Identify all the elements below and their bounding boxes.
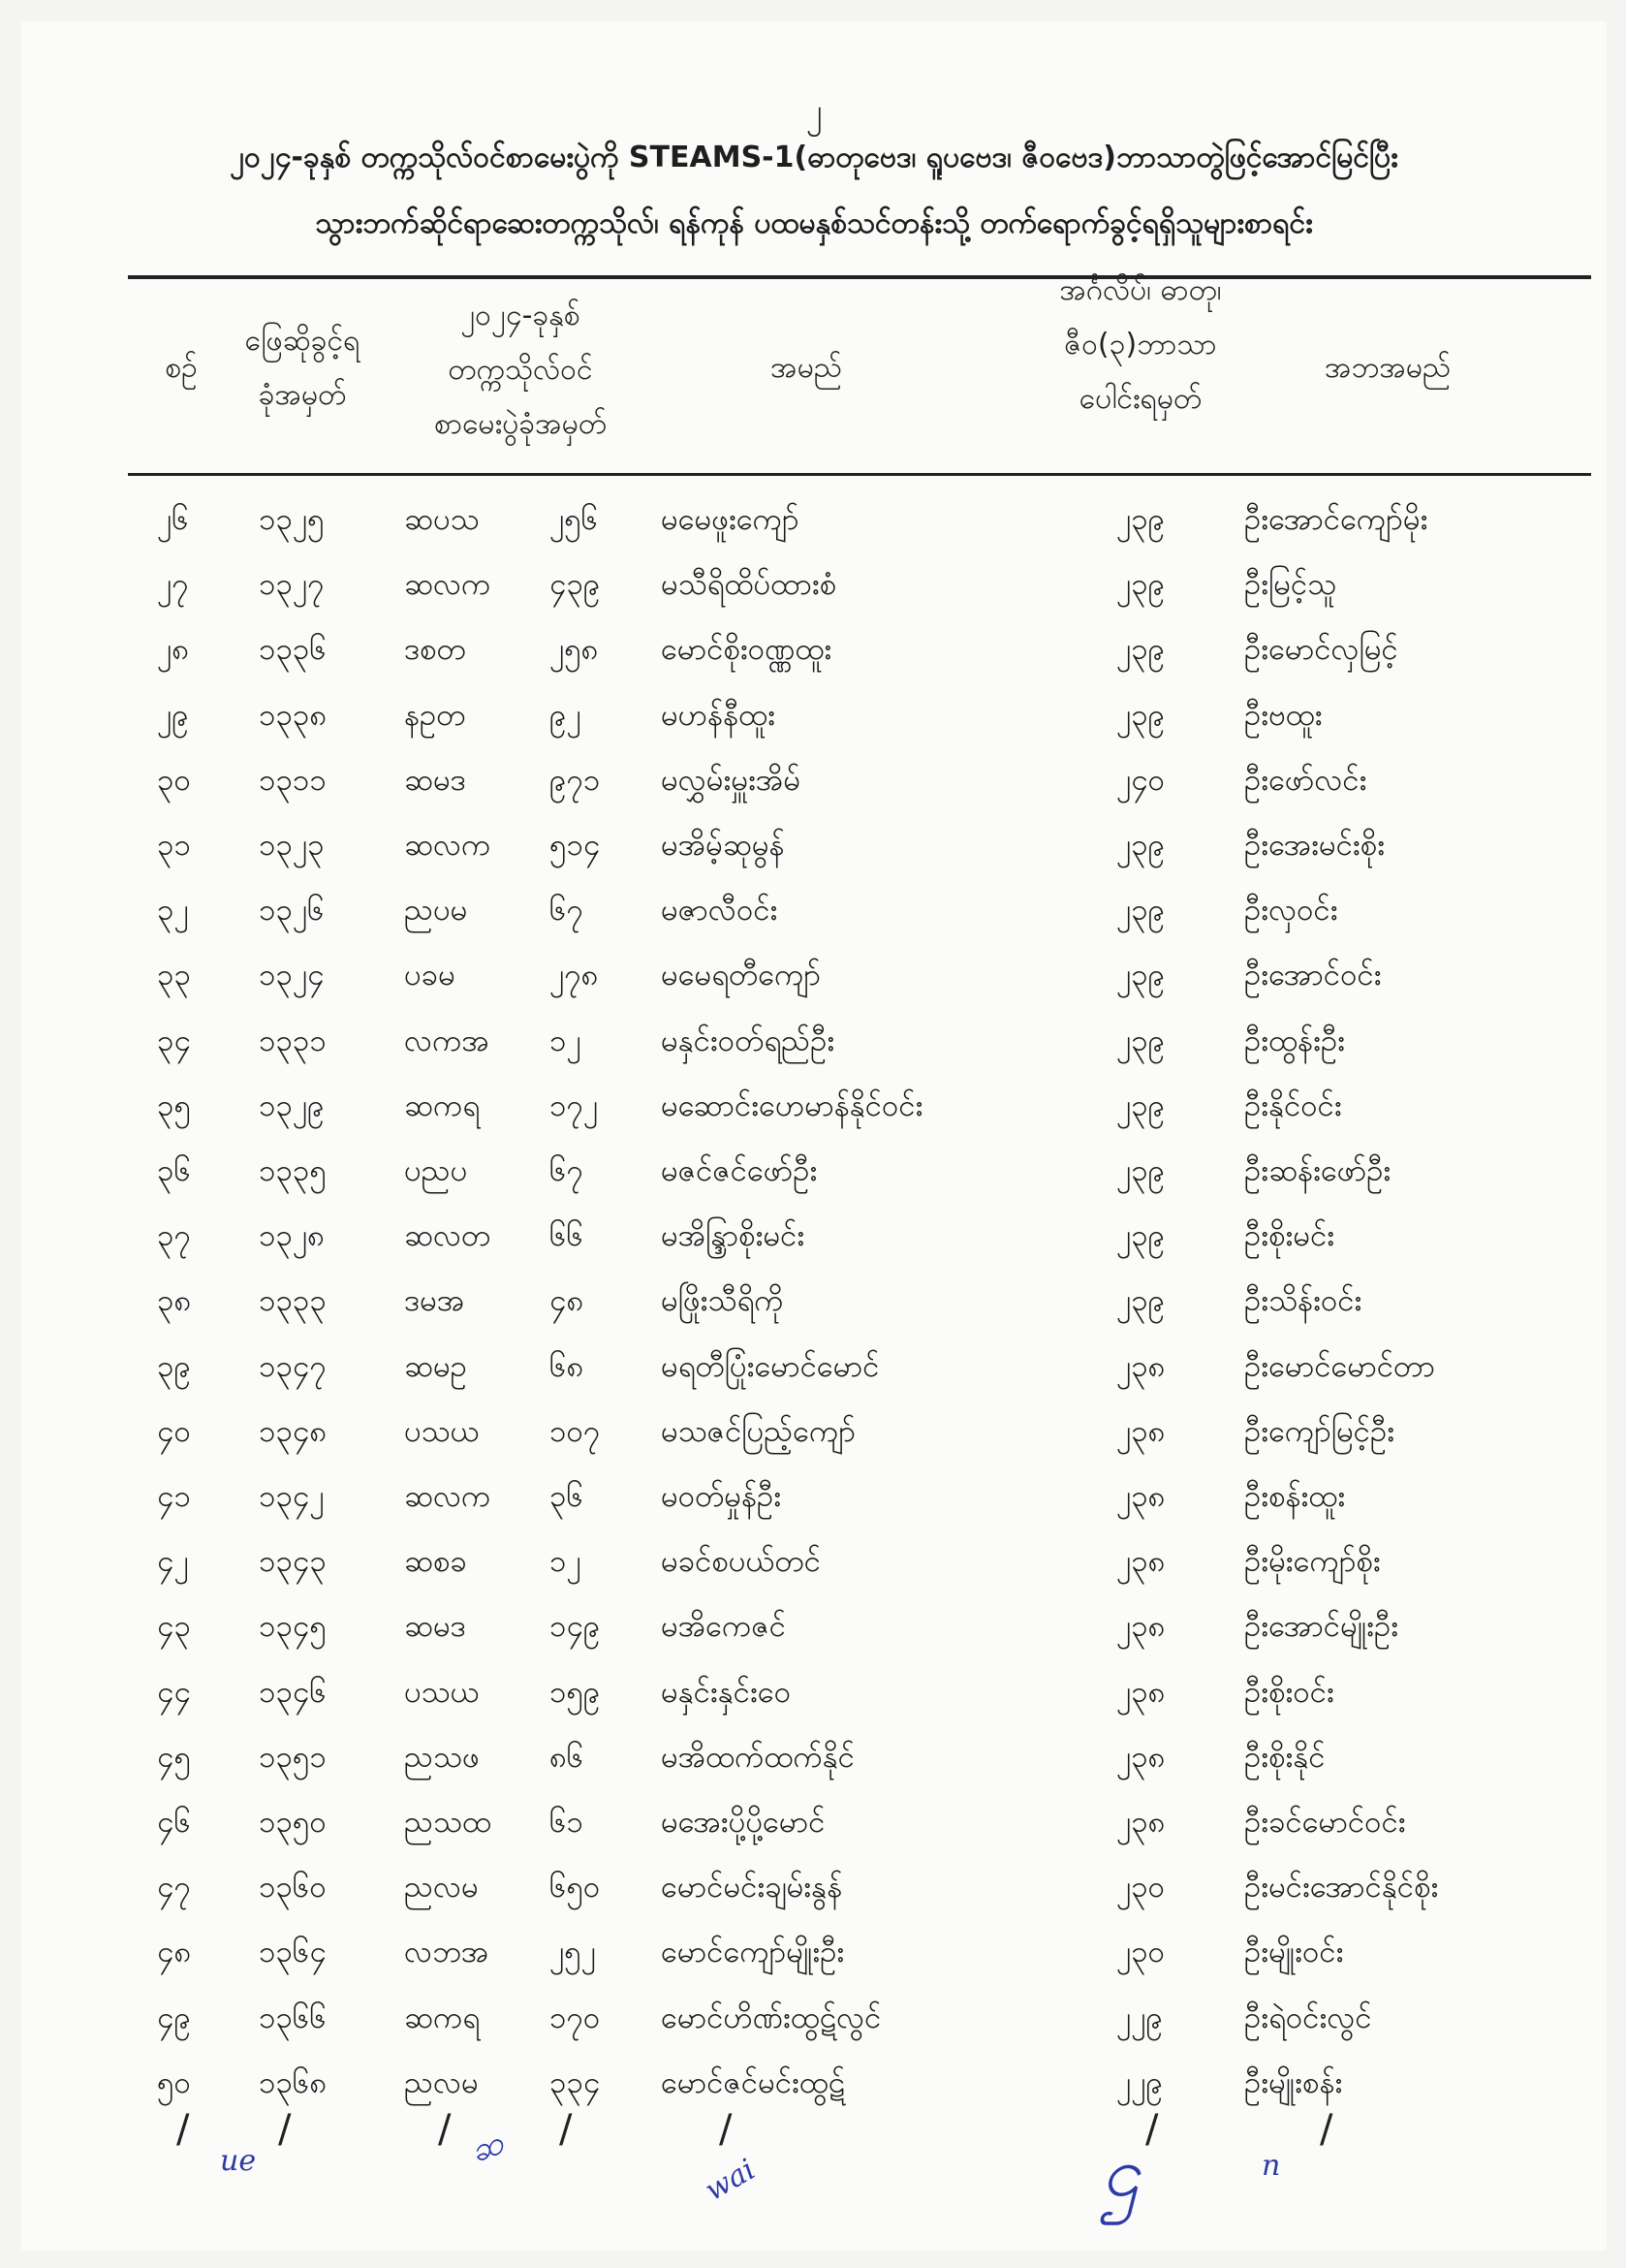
initials-signature: ue bbox=[220, 2144, 257, 2178]
cell-serial: ၄၇ bbox=[157, 1870, 191, 1906]
cell-serial: ၃၂ bbox=[157, 893, 189, 929]
cell-roll: ၁၃၄၅ bbox=[259, 1609, 327, 1645]
cell-marks: ၂၃၈ bbox=[1116, 1609, 1166, 1645]
cell-father: ဦးဖော်လင်း bbox=[1244, 762, 1367, 798]
cell-roll: ၁၃၂၈ bbox=[259, 1218, 325, 1254]
cell-code: ဆလတ bbox=[404, 1218, 491, 1254]
cell-name: မဖြိုးသီရိကို bbox=[661, 1283, 784, 1319]
table-row bbox=[21, 551, 1607, 617]
cell-serial: ၃၉ bbox=[157, 1348, 191, 1384]
cell-serial: ၃၁ bbox=[157, 828, 191, 863]
cell-code: ညလမ bbox=[404, 2064, 479, 2100]
cell-father: ဦးစိုးနိုင် bbox=[1244, 1739, 1326, 1775]
cell-marks: ၂၃၈ bbox=[1116, 1348, 1166, 1384]
table-row bbox=[21, 747, 1607, 813]
cell-serial: ၂၇ bbox=[157, 567, 189, 603]
cell-code: ဆကရ bbox=[404, 1087, 481, 1123]
column-header-father-text: အဘအမည် bbox=[1324, 351, 1452, 385]
cell-code: နဥတ bbox=[404, 697, 466, 733]
tick-mark: / bbox=[1145, 2107, 1159, 2152]
cell-father: ဦးဆန်းဖော်ဦး bbox=[1244, 1153, 1391, 1188]
cell-code: ညသဖ bbox=[404, 1739, 480, 1775]
cell-father: ဦးအေးမင်းစိုး bbox=[1244, 828, 1386, 863]
cell-num: ၁၀၇ bbox=[549, 1413, 601, 1449]
cell-serial: ၄၄ bbox=[157, 1674, 191, 1710]
column-header-exam-line-2: တက္ကသိုလ်ဝင် bbox=[448, 353, 593, 387]
tick-mark: / bbox=[719, 2107, 733, 2152]
cell-name: မနှင်းဝတ်ရည်ဦး bbox=[661, 1023, 835, 1058]
table-header-rule bbox=[128, 473, 1591, 476]
table-row bbox=[21, 1724, 1607, 1790]
cell-roll: ၁၃၆၀ bbox=[259, 1870, 327, 1906]
cell-serial: ၄၈ bbox=[157, 1935, 192, 1970]
cell-name: မမေဖူးကျော် bbox=[661, 502, 799, 537]
column-header-marks-line-3: ပေါင်းရမှတ် bbox=[1079, 382, 1203, 416]
cell-serial: ၂၈ bbox=[157, 632, 189, 668]
footer-tick-marks bbox=[21, 2107, 1607, 2165]
cell-marks: ၂၃၉ bbox=[1116, 1023, 1166, 1058]
cell-num: ၄၈ bbox=[549, 1283, 584, 1319]
column-header-serial-text: စဉ် bbox=[165, 351, 198, 385]
column-header-name bbox=[641, 341, 971, 395]
cell-roll: ၁၃၂၆ bbox=[259, 893, 325, 929]
cell-roll: ၁၃၂၉ bbox=[259, 1087, 325, 1123]
initials-signature: ဆ bbox=[465, 2123, 509, 2171]
cell-roll: ၁၃၄၆ bbox=[259, 1674, 327, 1710]
cell-name: မောင်မင်းချမ်းနွန် bbox=[661, 1870, 843, 1906]
cell-marks: ၂၃၉ bbox=[1116, 1218, 1166, 1254]
cell-marks: ၂၃၉ bbox=[1116, 502, 1166, 537]
table-row bbox=[21, 682, 1607, 748]
cell-father: ဦးစိုးမင်း bbox=[1244, 1218, 1335, 1254]
cell-serial: ၄၂ bbox=[157, 1544, 189, 1580]
column-header-exam-number bbox=[394, 289, 646, 452]
cell-father: ဦးမျိုးစန်း bbox=[1244, 2064, 1343, 2100]
cell-father: ဦးလှဝင်း bbox=[1244, 893, 1338, 929]
document-title-line-2: သွားဘက်ဆိုင်ရာဆေးတက္ကသိုလ်၊ ရန်ကုန် ပထမနှစ်သင်တန်းသို့ တက်ရောက်ခွင့်ရရှိသူများစာရင်း bbox=[315, 206, 1313, 240]
cell-name: မခင်စပယ်တင် bbox=[661, 1544, 821, 1580]
cell-code: လကအ bbox=[404, 1023, 489, 1058]
cell-name: မလွှမ်းမှူးအိမ် bbox=[661, 762, 801, 798]
tick-mark: / bbox=[559, 2107, 573, 2152]
cell-serial: ၃၆ bbox=[157, 1153, 191, 1188]
cell-marks: ၂၃၈ bbox=[1116, 1674, 1166, 1710]
cell-num: ၆၁ bbox=[549, 1805, 583, 1840]
page-number: ၂ bbox=[805, 92, 823, 131]
cell-roll: ၁၃၅၁ bbox=[259, 1739, 327, 1775]
cell-father: ဦးအောင်ကျော်မိုး bbox=[1244, 502, 1428, 537]
cell-father: ဦးအောင်ဝင်း bbox=[1244, 958, 1382, 993]
initials-signature: ဌ bbox=[1102, 2132, 1140, 2212]
cell-roll: ၁၃၃၅ bbox=[259, 1153, 327, 1188]
table-row bbox=[21, 1919, 1607, 1985]
cell-num: ၉၇၁ bbox=[549, 762, 601, 798]
table-row bbox=[21, 1854, 1607, 1920]
table-row bbox=[21, 812, 1607, 878]
cell-code: ဆစခ bbox=[404, 1544, 467, 1580]
cell-marks: ၂၃၉ bbox=[1116, 632, 1166, 668]
cell-roll: ၁၃၅၀ bbox=[259, 1805, 327, 1840]
cell-num: ၆၆ bbox=[549, 1218, 583, 1254]
table-row bbox=[21, 1464, 1607, 1529]
cell-father: ဦးမျိုးဝင်း bbox=[1244, 1935, 1344, 1970]
cell-marks: ၂၃၉ bbox=[1116, 697, 1166, 733]
cell-marks: ၂၃၈ bbox=[1116, 1413, 1166, 1449]
cell-father: ဦးမောင်လှမြင့် bbox=[1244, 632, 1398, 668]
cell-code: ဆမဥ bbox=[404, 1348, 467, 1384]
cell-code: ညလမ bbox=[404, 1870, 479, 1906]
cell-roll: ၁၃၃၆ bbox=[259, 632, 327, 668]
cell-serial: ၄၉ bbox=[157, 2000, 191, 2035]
column-header-exam-line-3: စာမေးပွဲခုံအမှတ် bbox=[433, 407, 608, 441]
cell-roll: ၁၃၂၃ bbox=[259, 828, 325, 863]
cell-num: ၄၃၉ bbox=[549, 567, 601, 603]
cell-roll: ၁၃၄၂ bbox=[259, 1479, 325, 1514]
cell-serial: ၃၅ bbox=[157, 1087, 191, 1123]
tick-mark: / bbox=[438, 2107, 452, 2152]
cell-name: မဇာလီဝင်း bbox=[661, 893, 778, 929]
cell-name: မဇင်ဇင်ဖော်ဦး bbox=[661, 1153, 818, 1188]
cell-name: မမေရတီကျော် bbox=[661, 958, 822, 993]
cell-code: ဒမအ bbox=[404, 1283, 465, 1319]
cell-marks: ၂၃၀ bbox=[1116, 1870, 1166, 1906]
cell-name: မောင်ဟိဏ်းထွဋ်လွင် bbox=[661, 2000, 882, 2035]
cell-marks: ၂၂၉ bbox=[1116, 2000, 1163, 2035]
cell-code: ညသထ bbox=[404, 1805, 491, 1840]
cell-serial: ၂၆ bbox=[157, 502, 189, 537]
cell-name: မအိကေဇင် bbox=[661, 1609, 786, 1645]
cell-marks: ၂၃၈ bbox=[1116, 1544, 1166, 1580]
cell-father: ဦးအောင်မျိုးဦး bbox=[1244, 1609, 1399, 1645]
initials-signature: wai bbox=[699, 2153, 762, 2208]
column-header-exam-line-1: ၂၀၂၄-ခုနှစ် bbox=[460, 299, 580, 332]
cell-num: ၆၇ bbox=[549, 893, 583, 929]
cell-serial: ၄၆ bbox=[157, 1805, 191, 1840]
tick-mark: / bbox=[278, 2107, 292, 2152]
cell-marks: ၂၃၉ bbox=[1116, 828, 1166, 863]
cell-code: ဒစတ bbox=[404, 632, 466, 668]
cell-serial: ၅၀ bbox=[157, 2064, 191, 2100]
cell-num: ၁၂ bbox=[549, 1023, 581, 1058]
table-top-rule bbox=[128, 275, 1591, 279]
cell-marks: ၂၂၉ bbox=[1116, 2064, 1163, 2100]
cell-father: ဦးစိုးဝင်း bbox=[1244, 1674, 1334, 1710]
cell-roll: ၁၃၆၈ bbox=[259, 2064, 328, 2100]
cell-roll: ၁၃၁၁ bbox=[259, 762, 327, 798]
cell-marks: ၂၃၈ bbox=[1116, 1479, 1166, 1514]
cell-name: မရတီပြုံးမောင်မောင် bbox=[661, 1348, 880, 1384]
cell-code: ပညပ bbox=[404, 1153, 468, 1188]
cell-name: မဆောင်းဟေမာန်နိုင်ဝင်း bbox=[661, 1087, 923, 1123]
cell-father: ဦးခင်မောင်ဝင်း bbox=[1244, 1805, 1406, 1840]
cell-code: ဆမဒ bbox=[404, 762, 466, 798]
cell-father: ဦးဗထူး bbox=[1244, 697, 1323, 733]
table-row bbox=[21, 487, 1607, 552]
cell-roll: ၁၃၄၃ bbox=[259, 1544, 327, 1580]
cell-marks: ၂၃၉ bbox=[1116, 1087, 1166, 1123]
table-row bbox=[21, 2050, 1607, 2116]
column-header-roll-line-1: ဖြေဆိုခွင့်ရ bbox=[244, 324, 360, 358]
cell-serial: ၃၄ bbox=[157, 1023, 191, 1058]
cell-serial: ၄၁ bbox=[157, 1479, 191, 1514]
cell-code: ညပမ bbox=[404, 893, 468, 929]
cell-father: ဦးရဲဝင်းလွင် bbox=[1244, 2000, 1372, 2035]
cell-num: ၂၅၈ bbox=[549, 632, 599, 668]
cell-name: မသဇင်ပြည့်ကျော် bbox=[661, 1413, 856, 1449]
cell-roll: ၁၃၄၈ bbox=[259, 1413, 328, 1449]
table-row bbox=[21, 1008, 1607, 1074]
column-header-name-text: အမည် bbox=[770, 351, 842, 385]
cell-father: ဦးစန်းထူး bbox=[1244, 1479, 1346, 1514]
cell-marks: ၂၃၉ bbox=[1116, 567, 1166, 603]
column-header-serial bbox=[138, 341, 225, 395]
cell-num: ၂၅၆ bbox=[549, 502, 599, 537]
cell-name: မအိန္ဒြာစိုးမင်း bbox=[661, 1218, 805, 1254]
cell-name: မအေးပို့ပို့မောင် bbox=[661, 1805, 826, 1840]
cell-code: ပသယ bbox=[404, 1413, 480, 1449]
table-row bbox=[21, 1334, 1607, 1400]
cell-code: ဆလက bbox=[404, 567, 491, 603]
column-header-roll-line-2: ခုံအမှတ် bbox=[258, 378, 347, 412]
column-header-roll-number bbox=[220, 314, 385, 423]
cell-num: ၆၅၀ bbox=[549, 1870, 601, 1906]
cell-roll: ၁၃၃၈ bbox=[259, 697, 328, 733]
cell-code: ပသယ bbox=[404, 1674, 480, 1710]
cell-father: ဦးမင်းအောင်နိုင်စိုး bbox=[1244, 1870, 1439, 1906]
cell-code: ဆလက bbox=[404, 828, 491, 863]
cell-father: ဦးထွန်းဦး bbox=[1244, 1023, 1346, 1058]
cell-marks: ၂၃၉ bbox=[1116, 893, 1166, 929]
cell-marks: ၂၄၀ bbox=[1116, 762, 1166, 798]
cell-num: ၁၇၂ bbox=[549, 1087, 599, 1123]
table-row bbox=[21, 1399, 1607, 1465]
cell-code: ဆကရ bbox=[404, 2000, 481, 2035]
cell-roll: ၁၃၂၅ bbox=[259, 502, 325, 537]
cell-name: မသီရိထိပ်ထားစံ bbox=[661, 567, 837, 603]
table-row bbox=[21, 1593, 1607, 1659]
cell-marks: ၂၃၀ bbox=[1116, 1935, 1166, 1970]
cell-serial: ၃၈ bbox=[157, 1283, 192, 1319]
cell-num: ၉၂ bbox=[549, 697, 581, 733]
cell-marks: ၂၃၉ bbox=[1116, 958, 1166, 993]
cell-code: ဆလက bbox=[404, 1479, 491, 1514]
cell-num: ၁၄၉ bbox=[549, 1609, 601, 1645]
table-row bbox=[21, 877, 1607, 943]
table-row bbox=[21, 1138, 1607, 1204]
cell-name: မနှင်းနှင်းဝေ bbox=[661, 1674, 792, 1710]
table-row bbox=[21, 1268, 1607, 1334]
cell-marks: ၂၃၉ bbox=[1116, 1283, 1166, 1319]
cell-father: ဦးမောင်မောင်တာ bbox=[1244, 1348, 1435, 1384]
cell-marks: ၂၃၈ bbox=[1116, 1739, 1166, 1775]
cell-father: ဦးကျော်မြင့်ဦး bbox=[1244, 1413, 1395, 1449]
cell-marks: ၂၃၉ bbox=[1116, 1153, 1166, 1188]
table-row bbox=[21, 942, 1607, 1008]
cell-father: ဦးနိုင်ဝင်း bbox=[1244, 1087, 1342, 1123]
cell-roll: ၁၃၂၇ bbox=[259, 567, 325, 603]
cell-name: မောင်ကျော်မျိုးဦး bbox=[661, 1935, 845, 1970]
cell-serial: ၃၇ bbox=[157, 1218, 191, 1254]
column-header-marks-line-1: အင်္ဂလိပ်၊ ဓာတု၊ bbox=[1059, 273, 1222, 307]
cell-num: ၆၈ bbox=[549, 1348, 584, 1384]
cell-num: ၆၇ bbox=[549, 1153, 583, 1188]
cell-serial: ၄၅ bbox=[157, 1739, 191, 1775]
initials-signature: n bbox=[1262, 2149, 1281, 2183]
cell-roll: ၁၃၃၁ bbox=[259, 1023, 327, 1058]
cell-num: ၃၃၄ bbox=[549, 2064, 601, 2100]
table-row bbox=[21, 1789, 1607, 1855]
tick-mark: / bbox=[176, 2107, 190, 2152]
cell-roll: ၁၃၂၄ bbox=[259, 958, 325, 993]
table-row bbox=[21, 1203, 1607, 1269]
cell-code: လဘအ bbox=[404, 1935, 489, 1970]
cell-father: ဦးသိန်းဝင်း bbox=[1244, 1283, 1362, 1319]
table-row bbox=[21, 616, 1607, 682]
document-title-line-1: ၂၀၂၄-ခုနှစ် တက္ကသိုလ်ဝင်စာမေးပွဲကို STEAMS-1(ဓာတုဗေဒ၊ ရူပဗေဒ၊ ဇီဝဗေဒ)ဘာသာတွဲဖြင့်အောင်မြင်ပြီး bbox=[230, 141, 1398, 174]
column-header-marks-line-2: ဇီဝ(၃)ဘာသာ bbox=[1064, 328, 1217, 362]
cell-serial: ၃၃ bbox=[157, 958, 191, 993]
document-page bbox=[21, 21, 1607, 2251]
table-row bbox=[21, 1073, 1607, 1139]
cell-serial: ၄၃ bbox=[157, 1609, 191, 1645]
cell-roll: ၁၃၆၆ bbox=[259, 2000, 327, 2035]
cell-roll: ၁၃၃၃ bbox=[259, 1283, 327, 1319]
cell-serial: ၂၉ bbox=[157, 697, 189, 733]
cell-name: မောင်ဇင်မင်းထွဋ် bbox=[661, 2064, 846, 2100]
cell-serial: ၃၀ bbox=[157, 762, 191, 798]
cell-num: ၁၅၉ bbox=[549, 1674, 601, 1710]
cell-name: မအိထက်ထက်နိုင် bbox=[661, 1739, 855, 1775]
cell-marks: ၂၃၈ bbox=[1116, 1805, 1166, 1840]
cell-roll: ၁၃၆၄ bbox=[259, 1935, 327, 1970]
table-row bbox=[21, 1659, 1607, 1725]
cell-num: ၂၇၈ bbox=[549, 958, 599, 993]
cell-num: ၁၂ bbox=[549, 1544, 581, 1580]
cell-code: ဆမဒ bbox=[404, 1609, 466, 1645]
cell-serial: ၄၀ bbox=[157, 1413, 191, 1449]
cell-name: မောင်စိုးဝဏ္ဏထူး bbox=[661, 632, 832, 668]
cell-code: ပခမ bbox=[404, 958, 455, 993]
cell-name: မဟန်နီထူး bbox=[661, 697, 775, 733]
cell-num: ၅၁၄ bbox=[549, 828, 601, 863]
cell-num: ၂၅၂ bbox=[549, 1935, 596, 1970]
cell-name: မအိမ့်ဆုမွန် bbox=[661, 828, 785, 863]
cell-num: ၃၆ bbox=[549, 1479, 583, 1514]
tick-mark: / bbox=[1320, 2107, 1333, 2152]
cell-name: မဝတ်မှုန်ဦး bbox=[661, 1479, 782, 1514]
table-row bbox=[21, 1528, 1607, 1594]
cell-roll: ၁၃၄၇ bbox=[259, 1348, 327, 1384]
cell-father: ဦးမြင့်သူ bbox=[1244, 567, 1337, 603]
cell-code: ဆပသ bbox=[404, 502, 480, 537]
cell-num: ၁၇၀ bbox=[549, 2000, 601, 2035]
column-header-father-name bbox=[1242, 341, 1533, 395]
table-row bbox=[21, 1985, 1607, 2051]
cell-num: ၈၆ bbox=[549, 1739, 584, 1775]
cell-father: ဦးမိုးကျော်စိုး bbox=[1244, 1544, 1381, 1580]
